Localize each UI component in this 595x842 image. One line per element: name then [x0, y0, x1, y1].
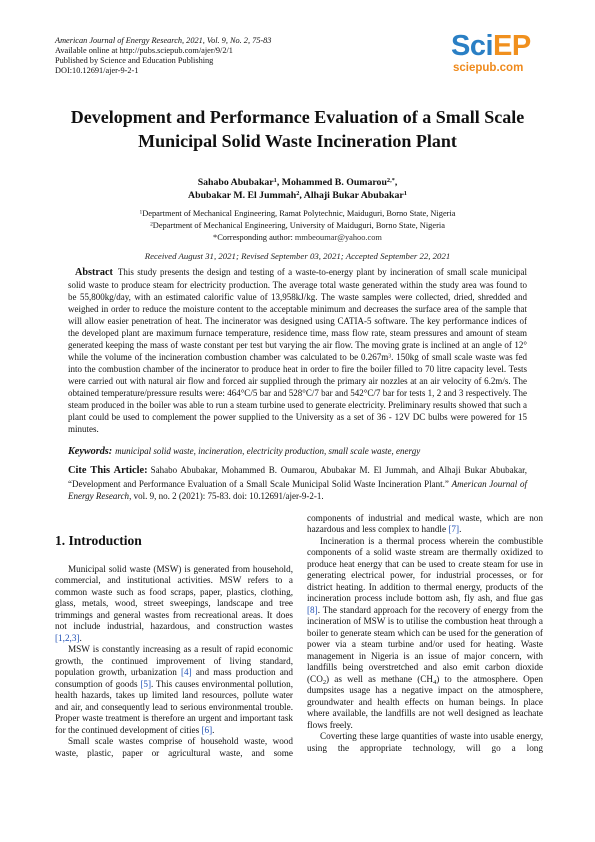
abstract-text: . 150kg of small scale waste was fed into the combustion chamber of the incinerator to produce heat in order to fire the boiler filled to 70 litre capacity level. Tests were carried out with natural air flow and forced air supplied through the primary air nozzles at an air velocity of 6.2m/s. The obtained temperature/pressure results were: 464°C/5 bar and 528°C/7 bar and 542°C/7 bar for tests 1, 2 and 3 respectively. The steam produced in the boiler was able to run a steam turbine used to generate electricity. Preliminary results showed that such a plant could be used to complement the power supplied to the University as a set of 36 - 12V DC bulbs were powered for 15 minutes.	[68, 352, 527, 434]
author-affiliation-mark: 1	[403, 189, 407, 197]
paragraph-text: Municipal solid waste (MSW) is generated from household, commercial, and institutional activities. MSW refers to a common waste such as food scraps, paper, plastics, clothing, glass, metals, wood, street sweepings, landscape and tree trimmings and general wastes from recreational areas. It does not include industrial, hazardous, and construction wastes	[55, 563, 293, 631]
front-matter	[0, 105, 595, 759]
left-column	[55, 513, 293, 760]
cite-text: Sahabo Abubakar, Mohammed B. Oumarou, Abubakar M. El Jummah, and Alhaji Bukar Abubakar, “Development and Performance Evaluation of a Small Scale Municipal Solid Waste Incineration Plant.”	[68, 465, 527, 489]
affiliation-2	[0, 220, 595, 232]
author-name: Mohammed B. Oumarou	[281, 177, 387, 188]
citation-link[interactable]: [8]	[307, 604, 318, 615]
paragraph-text: components of industrial and medical waste, which are non hazardous and less complex to handle	[307, 512, 543, 534]
affiliation-1	[0, 208, 595, 220]
paragraph	[55, 644, 293, 736]
paragraph-text: ) as well as methane (CH	[326, 673, 434, 684]
corresponding-label: *Corresponding author:	[213, 233, 295, 242]
publisher-line: Published by Science and Education Publishing	[55, 56, 214, 65]
logo-ep: EP	[493, 30, 531, 62]
journal-citation-line: American Journal of Energy Research, 2021, Vol. 9, No. 2, 75-83	[55, 36, 272, 45]
subscript: 4	[433, 678, 437, 686]
logo-wordmark	[451, 31, 551, 62]
keywords-text: municipal solid waste, incineration, electricity production, small scale waste, energy	[115, 446, 421, 456]
logo-site: sciepub.com	[453, 62, 524, 74]
paragraph-text: .	[459, 524, 462, 534]
paragraph-text: . This causes environmental pollution, health hazards, takes up limited land resources, pollute water and air, and consequently lead to serious environmental trouble. Proper waste treatment is therefore an urgent and important task for the continued development of cities	[55, 678, 293, 735]
paragraph: Small scale wastes comprise of household waste, wood waste, plastic, paper or agricultural waste, and some	[55, 736, 293, 758]
subscript: 2	[322, 678, 327, 686]
paragraph	[307, 513, 543, 536]
paragraph: Coverting these large quantities of waste into usable energy, using the appropriate technology, will go a long	[307, 731, 543, 753]
sciep-logo[interactable]	[451, 31, 551, 74]
abstract	[68, 266, 527, 435]
cite-label: Cite This Article:	[68, 465, 148, 476]
citation-link[interactable]: [1,2,3]	[55, 632, 80, 643]
paper-title: Development and Performance Evaluation of a Small Scale Municipal Solid Waste Incineration Plant	[70, 107, 525, 151]
paragraph	[55, 564, 293, 645]
author-affiliation-mark: 1	[273, 177, 277, 185]
paragraph-text: .	[79, 632, 82, 643]
corresponding-email-link[interactable]: mmbeoumar@yahoo.com	[294, 233, 382, 242]
author-name: Sahabo Abubakar	[197, 177, 274, 188]
cite-journal-name: American Journal of Energy Research	[68, 478, 527, 501]
doi-line[interactable]: DOI:10.12691/ajer-9-2-1	[55, 66, 139, 75]
author-affiliation-mark: 2	[296, 189, 300, 197]
keywords-label: Keywords:	[68, 446, 113, 457]
paragraph	[307, 536, 543, 732]
affiliation-text: Department of Mechanical Engineering, University of Maiduguri, Borno State, Nigeria	[152, 221, 445, 230]
keywords	[68, 445, 527, 458]
author-list	[0, 177, 595, 202]
online-url-line[interactable]: Available online at http://pubs.sciepub.com/ajer/9/2/1	[55, 46, 233, 55]
abstract-label: Abstract	[75, 267, 113, 278]
citation-link[interactable]: [7]	[448, 524, 460, 534]
cite-text: , vol. 9, no. 2 (2021): 75-83. doi: 10.12691/ajer-9-2-1.	[129, 491, 324, 501]
paragraph-text: and mass production and consumption of goods	[55, 667, 293, 689]
author-separator: ,	[299, 189, 304, 201]
paragraph-text: Incineration is a thermal process wherein the combustible components of a solid waste stream are thermally oxidized to produce heat energy that can be used to create steam for use in generating electrical power, for industrial processes, or for district heating. In addition to thermal energy, products of the incineration process include bottom ash, fly ash, and flue gas	[307, 535, 543, 603]
paragraph-text: . The standard approach for the recovery of energy from the incineration of MSW is to utilise the combustion heat through a boiler to generate steam which can be used for the generation of power via a steam turbine and/or used for heating. Waste management in Nigeria is an issue of major concern, with landfills being overstretched and also emit carbon dioxide (CO	[307, 604, 543, 684]
affiliation-mark: 1	[139, 209, 143, 216]
submission-dates: Received August 31, 2021; Revised September 03, 2021; Accepted September 22, 2021	[144, 251, 451, 261]
author-name: Abubakar M. El Jummah	[188, 189, 297, 201]
journal-header	[55, 36, 271, 76]
paragraph-text: MSW is constantly increasing as a result of rapid economic growth, the continued improvement of living standard, population growth, urbanization	[55, 644, 293, 677]
citation-link[interactable]: [5]	[140, 678, 152, 689]
abstract-superscript: 3	[388, 353, 392, 360]
citation-link[interactable]: [6]	[201, 724, 213, 735]
author-name: Alhaji Bukar Abubakar	[303, 189, 404, 201]
abstract-text: This study presents the design and testing of a waste-to-energy plant by incineration of small scale municipal solid waste to produce steam for electricity production. The average total waste generated within the study area was found to be 55,800kg/day, with an estimated calorific value of 13,958kJ/kg. The waste samples were collected, dried, shredded and weighed in order to reduce the moisture content to the acceptable minimum and decreases the surface area of the sample that will allow easier penetration of heat. The incinerator was designed using CATIA-5 software. The key performance indices of the developed plant are maximum furnace temperature, residence time, mass flow rate, steam pressures and amount of steam generated keeping the mass of waste constant per test but varying the air flow. The moving grate is inclined at an angle of 12° while the volume of the incineration combustion chamber was calculated to be 0.267m	[68, 267, 527, 362]
section-heading-introduction: 1. Introduction	[55, 532, 142, 548]
citation-link[interactable]: [4]	[180, 667, 192, 677]
right-column	[307, 513, 543, 760]
author-separator: ,	[276, 177, 282, 188]
affiliation-mark: 2	[150, 221, 153, 228]
affiliation-text: Department of Mechanical Engineering, Ramat Polytechnic, Maiduguri, Borno State, Nigeria	[142, 209, 456, 218]
body-columns	[55, 513, 545, 760]
author-affiliation-mark: 2,*	[386, 177, 395, 185]
logo-sci: Sci	[451, 30, 494, 62]
corresponding-author	[0, 232, 595, 244]
affiliations	[0, 208, 595, 244]
paragraph-text: .	[212, 724, 215, 735]
paragraph-text: ) to the atmosphere. Open dumpsites usage has a negative impact on the atmosphere, groundwater and health effects on human beings. In place where available, the landfills are not well designed as leachate flows freely.	[307, 673, 543, 730]
cite-this-article	[68, 464, 527, 503]
author-separator: ,	[394, 177, 398, 188]
